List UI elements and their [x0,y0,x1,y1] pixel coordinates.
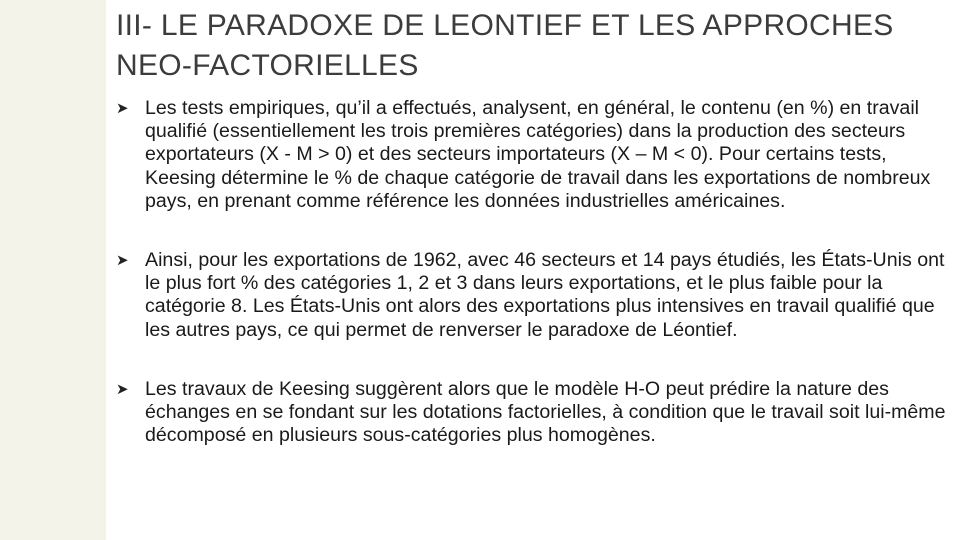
arrowhead-bullet-icon: ➤ [116,380,129,398]
bullet-text: Les tests empiriques, qu’il a effectués, analysent, en général, le contenu (en %) en travail qualifié (essentiellement les trois premières catégories) dans la production des secteurs exportateurs (X - M > 0) et des secteurs importateurs (X – M < 0). Pour certains tests, Keesing détermine le % de chaque catégorie de travail dans les exportations de nombreux pays, en prenant comme référence les données industrielles américaines. [145,97,931,212]
bullet-list [112,97,954,447]
left-decorative-band [0,0,106,540]
bullet-item-travaux-keesing [112,378,954,448]
bullet-text: Les travaux de Keesing suggèrent alors que le modèle H-O peut prédire la nature des échanges en se fondant sur les dotations factorielles, à condition que le travail soit lui-même décomposé en plusieurs sous-catégories plus homogènes. [145,377,946,447]
bullet-text: Ainsi, pour les exportations de 1962, avec 46 secteurs et 14 pays étudiés, les États-Unis ont le plus fort % des catégories 1, 2 et 3 dans leurs exportations, et le plus faible pour la catégorie 8. Les États-Unis ont alors des exportations plus intensives en travail qualifié que les autres pays, ce qui permet de renverser le paradoxe de Léontief. [145,249,945,341]
arrowhead-bullet-icon: ➤ [116,100,129,117]
slide-title: III- LE PARADOXE DE LEONTIEF ET LES APPROCHES NEO-FACTORIELLES [116,9,894,82]
bullet-item-exportations-1962 [112,249,954,342]
arrowhead-bullet-icon: ➤ [116,252,129,270]
bullet-item-tests-empiriques [112,97,954,213]
